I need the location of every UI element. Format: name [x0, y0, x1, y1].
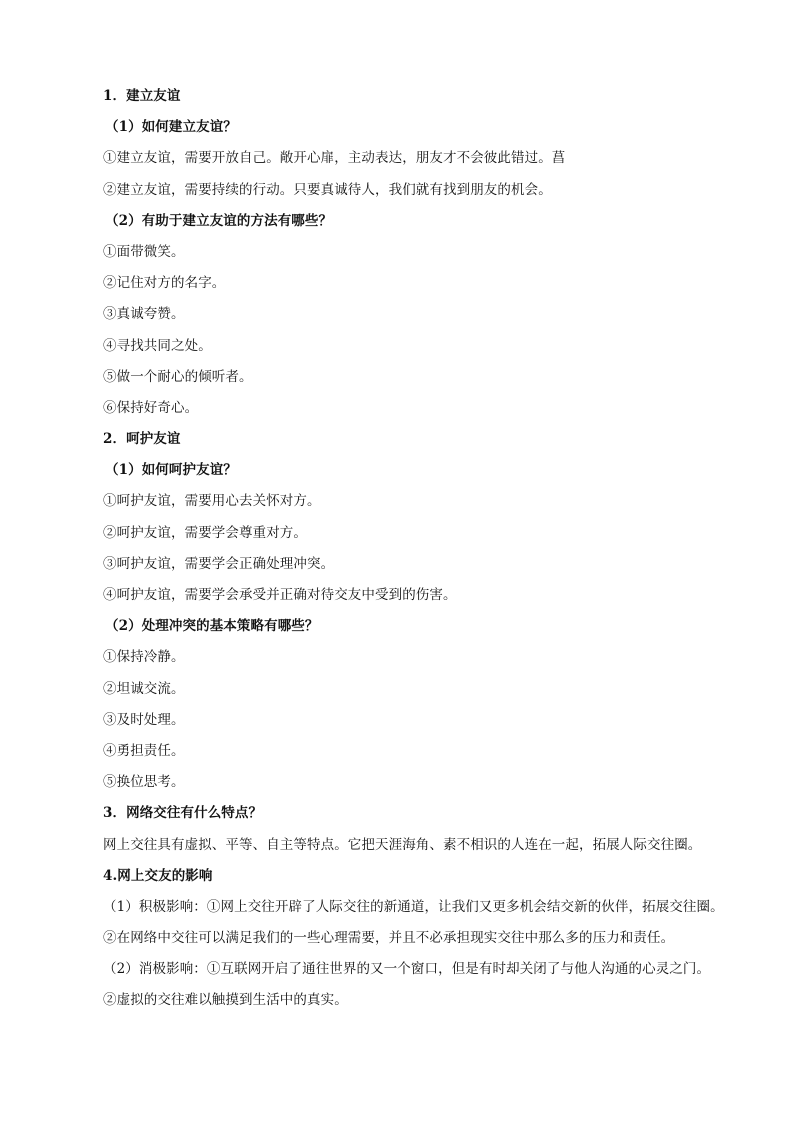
subsection-heading-1-2: （2）有助于建立友谊的方法有哪些？ [105, 212, 333, 229]
list-item: ②记住对方的名字。 [103, 275, 226, 292]
section-heading-3: 3．网络交往有什么特点？ [103, 805, 263, 822]
list-item: ①保持冷静。 [103, 649, 185, 666]
list-item: （1）积极影响：①网上交往开辟了人际交往的新通道，让我们又更多机会结交新的伙伴，拓展交往圈。 [103, 898, 724, 915]
subsection-heading-2-1: （1）如何呵护友谊？ [105, 462, 237, 479]
list-item: ⑤做一个耐心的倾听者。 [103, 368, 253, 385]
list-item: ②虚拟的交往难以触摸到生活中的真实。 [103, 992, 348, 1009]
list-item: ②在网络中交往可以满足我们的一些心理需要，并且不必承担现实交往中那么多的压力和责任。 [103, 930, 675, 947]
list-item: ③真诚夸赞。 [103, 306, 185, 323]
list-item: （2）消极影响：①互联网开启了通往世界的又一个窗口，但是有时却关闭了与他人沟通的心灵之门。 [103, 961, 711, 978]
list-item: ⑤换位思考。 [103, 774, 185, 791]
paragraph: 网上交往具有虚拟、平等、自主等特点。它把天涯海角、素不相识的人连在一起，拓展人际交往圈。 [103, 836, 702, 853]
subsection-heading-1-1: （1）如何建立友谊？ [105, 119, 237, 136]
list-item: ②呵护友谊，需要学会尊重对方。 [103, 524, 307, 541]
section-heading-4: 4.网上交友的影响 [103, 867, 213, 884]
list-item: ②建立友谊，需要持续的行动。只要真诚待人，我们就有找到朋友的机会。 [103, 181, 552, 198]
list-item: ④寻找共同之处。 [103, 337, 212, 354]
list-item: ③呵护友谊，需要学会正确处理冲突。 [103, 555, 335, 572]
list-item: ④勇担责任。 [103, 742, 185, 759]
list-item: ①面带微笑。 [103, 243, 185, 260]
list-item: ②坦诚交流。 [103, 680, 185, 697]
list-item: ④呵护友谊，需要学会承受并正确对待交友中受到的伤害。 [103, 587, 457, 603]
document-body [103, 81, 723, 1017]
list-item: ③及时处理。 [103, 711, 185, 728]
list-item: ①建立友谊，需要开放自己。敞开心扉，主动表达，朋友才不会彼此错过。菖 [103, 150, 566, 167]
list-item: ①呵护友谊，需要用心去关怀对方。 [103, 493, 321, 510]
list-item: ⑥保持好奇心。 [103, 399, 199, 416]
subsection-heading-2-2: （2）处理冲突的基本策略有哪些？ [105, 618, 319, 635]
section-heading-1: 1．建立友谊 [103, 88, 181, 104]
section-heading-2: 2．呵护友谊 [103, 431, 181, 448]
